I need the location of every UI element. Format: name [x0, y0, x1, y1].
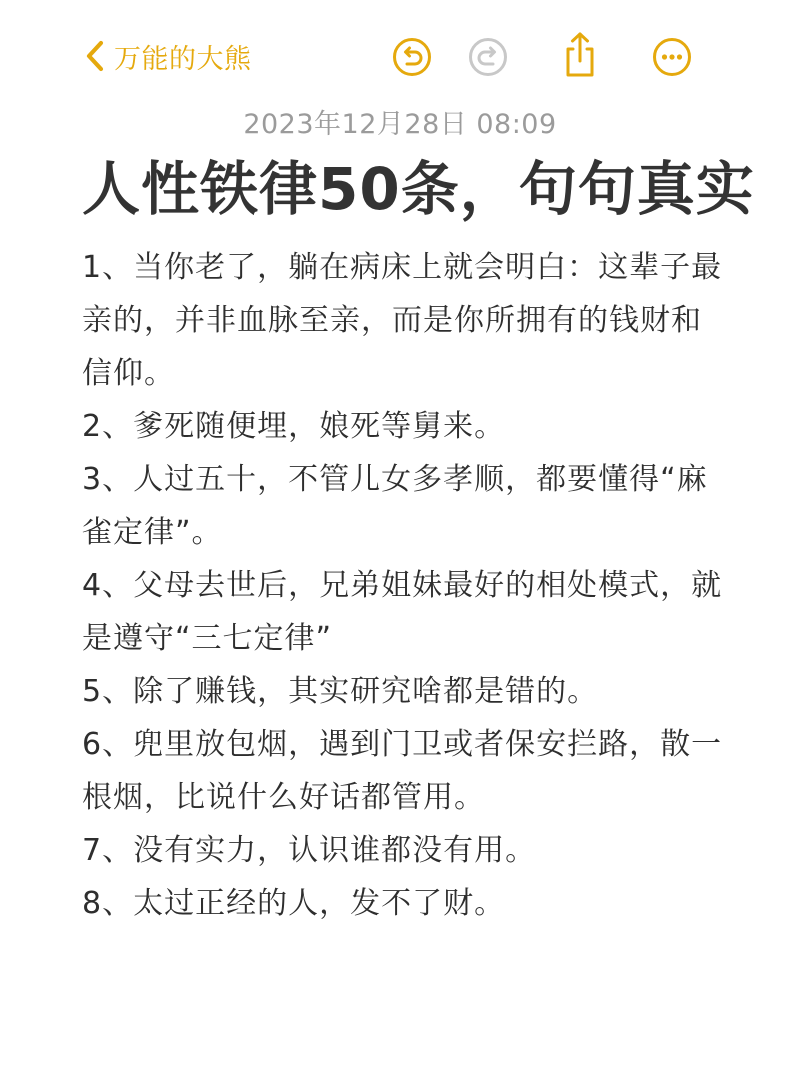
redo-button[interactable] — [466, 35, 510, 79]
note-timestamp: 2023年12月28日 08:09 — [243, 109, 557, 140]
undo-icon — [390, 35, 434, 79]
notes-toolbar — [0, 0, 800, 112]
back-button[interactable] — [82, 34, 252, 78]
back-label: 万能的大熊 — [114, 43, 252, 75]
note-paragraph: 4、父母去世后，兄弟姐妹最好的相处模式，就是遵守“三七定律” — [82, 568, 723, 656]
share-icon — [558, 30, 602, 80]
note-paragraph: 1、当你老了，躺在病床上就会明白：这辈子最亲的，并非血脉至亲，而是你所拥有的钱财和信仰。 — [82, 250, 723, 391]
note-paragraph: 3、人过五十，不管儿女多孝顺，都要懂得“麻雀定律”。 — [82, 462, 708, 550]
more-button[interactable] — [650, 35, 694, 79]
redo-icon — [466, 35, 510, 79]
note-body[interactable] — [82, 241, 730, 930]
chevron-left-icon — [82, 38, 108, 74]
note-paragraph: 7、没有实力，认识谁都没有用。 — [82, 833, 537, 868]
note-paragraph: 6、兜里放包烟，遇到门卫或者保安拦路，散一根烟，比说什么好话都管用。 — [82, 727, 723, 815]
note-paragraph: 2、爹死随便埋，娘死等舅来。 — [82, 409, 506, 444]
note-paragraph: 5、除了赚钱，其实研究啥都是错的。 — [82, 674, 599, 709]
note-title[interactable]: 人性铁律50条，句句真实 — [82, 155, 755, 223]
undo-button[interactable] — [390, 35, 434, 79]
note-paragraph: 8、太过正经的人，发不了财。 — [82, 886, 506, 921]
more-icon — [650, 35, 694, 79]
share-button[interactable] — [558, 30, 602, 80]
